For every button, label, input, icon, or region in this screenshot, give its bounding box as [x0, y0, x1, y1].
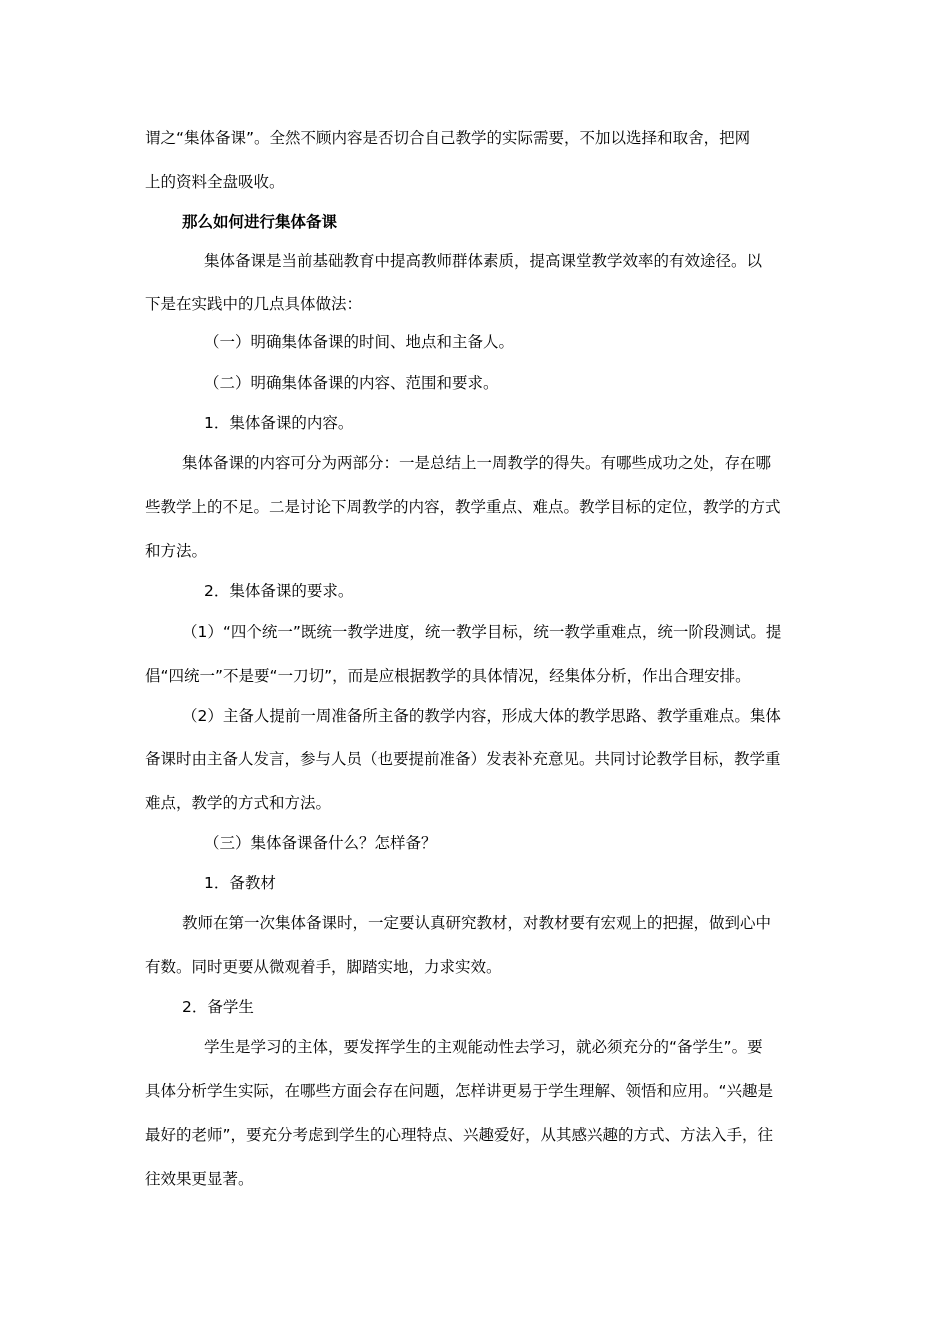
subsection-heading: （三）集体备课备什么？怎样备？ [204, 834, 437, 852]
paragraph-line: 谓之“集体备课”。全然不顾内容是否切合自己教学的实际需要，不加以选择和取舍，把网 [145, 129, 751, 147]
paragraph-line: 上的资料全盘吸收。 [145, 173, 285, 191]
paragraph-line: 备课时由主备人发言，参与人员（也要提前准备）发表补充意见。共同讨论教学目标，教学重 [145, 750, 781, 768]
paragraph-line: 倡“四统一”不是要“一刀切”，而是应根据教学的具体情况，经集体分析，作出合理安排。 [145, 667, 751, 685]
paragraph-line: 最好的老师”，要充分考虑到学生的心理特点、兴趣爱好，从其感兴趣的方式、方法入手，往 [145, 1126, 774, 1144]
paragraph-line: 和方法。 [145, 542, 208, 560]
paragraph-line: 学生是学习的主体，要发挥学生的主观能动性去学习，就必须充分的“备学生”。要 [204, 1038, 763, 1056]
paragraph-line: 些教学上的不足。二是讨论下周教学的内容，教学重点、难点。教学目标的定位，教学的方式 [145, 498, 781, 516]
list-item-heading: 1．备教材 [204, 874, 276, 892]
paragraph-line: 教师在第一次集体备课时，一定要认真研究教材，对教材要有宏观上的把握，做到心中 [182, 914, 772, 932]
paragraph-line: 难点，教学的方式和方法。 [145, 794, 332, 812]
list-item-heading: 2．备学生 [182, 998, 254, 1016]
paragraph-line: （2）主备人提前一周准备所主备的教学内容，形成大体的教学思路、教学重难点。集体 [182, 707, 781, 725]
list-item-heading: 1．集体备课的内容。 [204, 414, 354, 432]
paragraph-line: 具体分析学生实际，在哪些方面会存在问题，怎样讲更易于学生理解、领悟和应用。“兴趣是 [145, 1082, 774, 1100]
list-item-heading: 2．集体备课的要求。 [204, 582, 354, 600]
section-heading: 那么如何进行集体备课 [182, 213, 338, 231]
subsection-heading: （一）明确集体备课的时间、地点和主备人。 [204, 333, 515, 351]
paragraph-line: 集体备课的内容可分为两部分：一是总结上一周教学的得失。有哪些成功之处，存在哪 [182, 454, 772, 472]
paragraph-line: 下是在实践中的几点具体做法： [145, 295, 363, 313]
subsection-heading: （二）明确集体备课的内容、范围和要求。 [204, 374, 499, 392]
paragraph-line: 有数。同时更要从微观着手，脚踏实地，力求实效。 [145, 958, 502, 976]
paragraph-line: （1）“四个统一”既统一教学进度，统一教学目标，统一教学重难点，统一阶段测试。提 [182, 623, 782, 641]
paragraph-line: 往效果更显著。 [145, 1170, 254, 1188]
paragraph-line: 集体备课是当前基础教育中提高教师群体素质，提高课堂教学效率的有效途径。以 [204, 252, 763, 270]
